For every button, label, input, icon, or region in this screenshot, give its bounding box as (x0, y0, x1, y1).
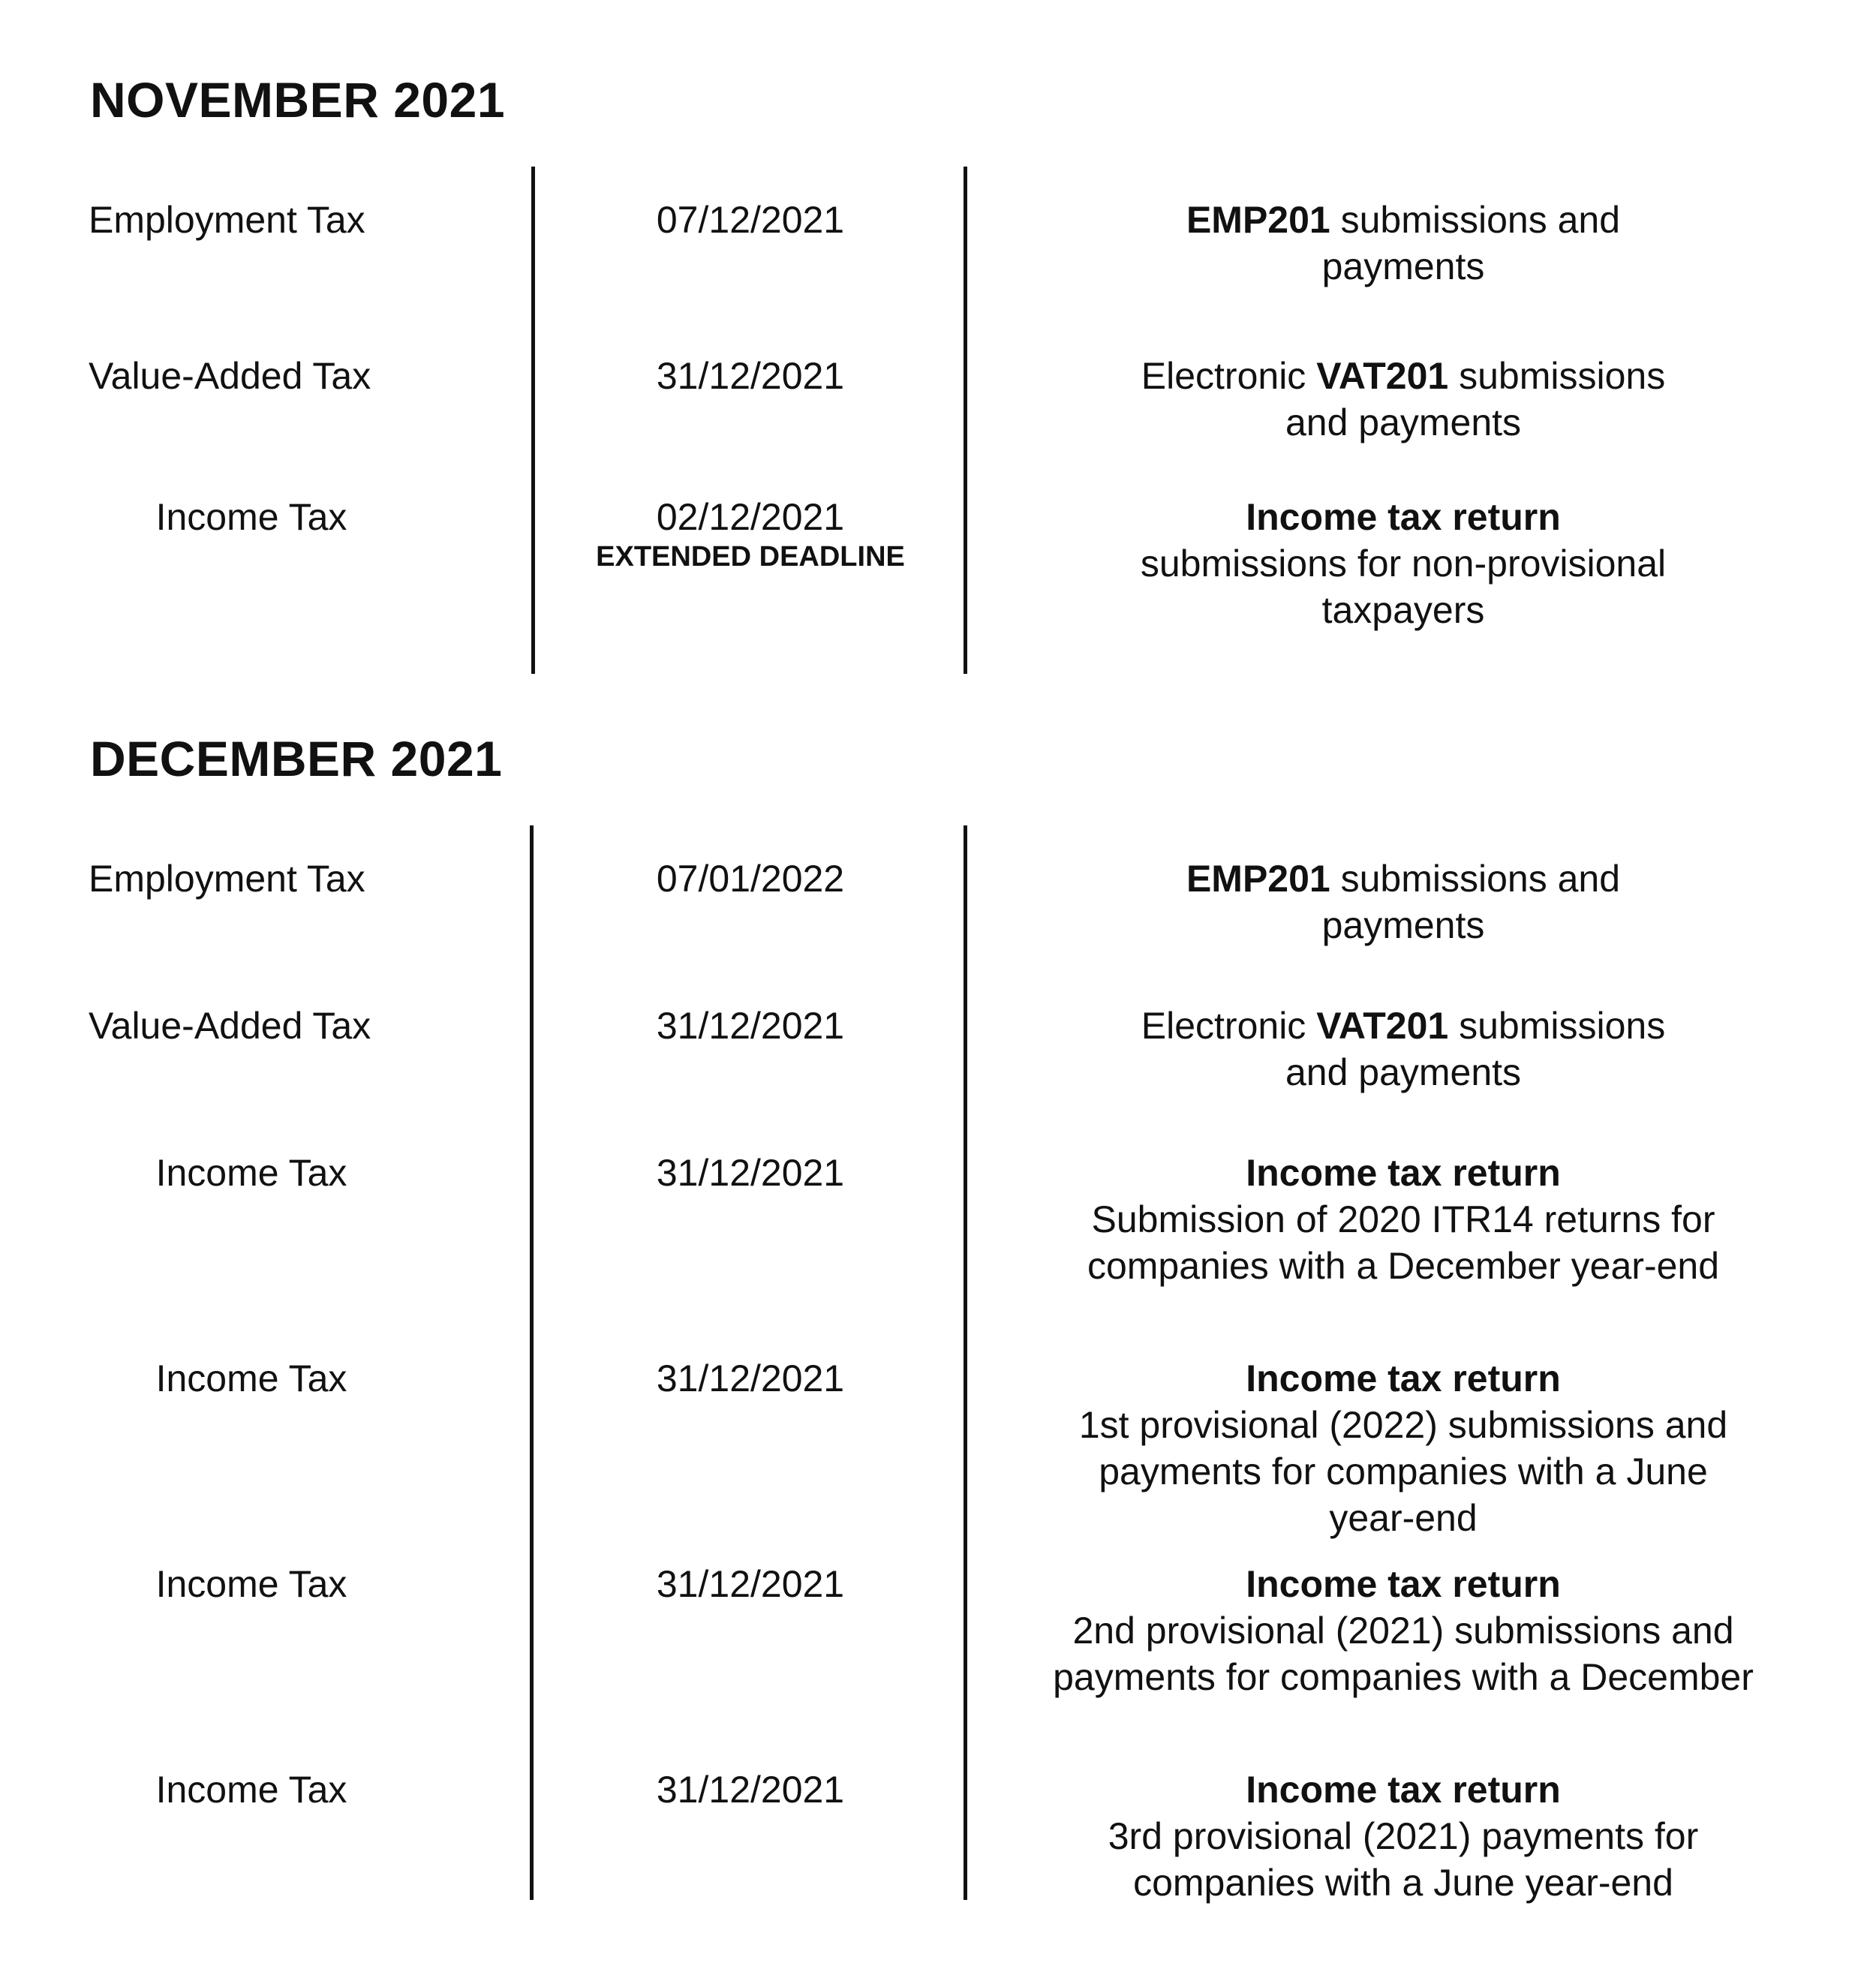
description-text: payments for companies with a June (1099, 1450, 1708, 1493)
description-text: payments for companies with a December (1053, 1656, 1754, 1698)
deadline-description (983, 855, 1823, 948)
deadline-date-block (552, 494, 949, 573)
deadline-date: 31/12/2021 (656, 355, 845, 397)
tax-type: Employment Tax (89, 858, 365, 900)
form-code: VAT201 (1316, 355, 1449, 397)
tax-type: Income Tax (155, 496, 347, 538)
deadline-date: 31/12/2021 (656, 1005, 845, 1047)
description-heading: Income tax return (1246, 1563, 1561, 1605)
deadline-date: 07/01/2022 (656, 858, 845, 900)
description-text: 1st provisional (2022) submissions and (1078, 1404, 1728, 1446)
description-text: Electronic (1141, 1005, 1317, 1047)
deadline-date: 31/12/2021 (656, 1152, 845, 1194)
description-text: Electronic (1141, 355, 1317, 397)
description-text: submissions (1448, 1005, 1666, 1047)
description-text: 2nd provisional (2021) submissions and (1072, 1610, 1734, 1652)
deadline-description (983, 197, 1823, 290)
tax-type: Income Tax (155, 1769, 347, 1811)
deadline-description (983, 494, 1823, 633)
tax-type: Value-Added Tax (89, 355, 371, 397)
description-text: payments (1321, 245, 1485, 287)
deadline-description (983, 1766, 1823, 1906)
deadline-date: 31/12/2021 (656, 1769, 845, 1811)
tax-type: Income Tax (155, 1563, 347, 1605)
column-divider (964, 167, 967, 674)
description-heading: Income tax return (1246, 1152, 1561, 1194)
description-heading: Income tax return (1246, 496, 1561, 538)
form-code: EMP201 (1186, 199, 1330, 241)
deadline-description (983, 353, 1823, 446)
description-text: Submission of 2020 ITR14 returns for (1091, 1198, 1715, 1240)
tax-type: Employment Tax (89, 199, 365, 241)
deadline-description (983, 1003, 1823, 1096)
deadline-description (983, 1355, 1823, 1541)
description-text: taxpayers (1321, 589, 1485, 631)
description-text: and payments (1285, 1051, 1522, 1093)
tax-type: Income Tax (155, 1152, 347, 1194)
deadline-date: 31/12/2021 (656, 1563, 845, 1605)
column-divider (530, 825, 534, 1900)
deadline-date: 07/12/2021 (656, 199, 845, 241)
description-text: payments (1321, 904, 1485, 946)
description-text: submissions for non-provisional (1140, 543, 1667, 585)
deadline-description (983, 1150, 1823, 1289)
description-text: companies with a December year-end (1087, 1245, 1720, 1287)
description-text: and payments (1285, 401, 1522, 443)
description-heading: Income tax return (1246, 1357, 1561, 1399)
form-code: EMP201 (1186, 858, 1330, 900)
description-text: year-end (1329, 1497, 1478, 1539)
description-text: submissions and (1330, 858, 1621, 900)
column-divider (531, 167, 535, 674)
deadline-date: 02/12/2021 (656, 496, 845, 538)
description-text: 3rd provisional (2021) payments for (1108, 1815, 1699, 1857)
column-divider (964, 825, 967, 1900)
section-title-december: DECEMBER 2021 (90, 731, 503, 786)
section-title-november: NOVEMBER 2021 (90, 72, 506, 128)
extended-deadline-note: EXTENDED DEADLINE (596, 541, 905, 573)
form-code: VAT201 (1316, 1005, 1449, 1047)
description-text: submissions and (1330, 199, 1621, 241)
deadline-date: 31/12/2021 (656, 1357, 845, 1399)
description-heading: Income tax return (1246, 1769, 1561, 1811)
tax-type: Income Tax (155, 1357, 347, 1399)
deadline-description (983, 1561, 1823, 1700)
description-text: companies with a June year-end (1133, 1862, 1673, 1904)
tax-type: Value-Added Tax (89, 1005, 371, 1047)
description-text: submissions (1448, 355, 1666, 397)
